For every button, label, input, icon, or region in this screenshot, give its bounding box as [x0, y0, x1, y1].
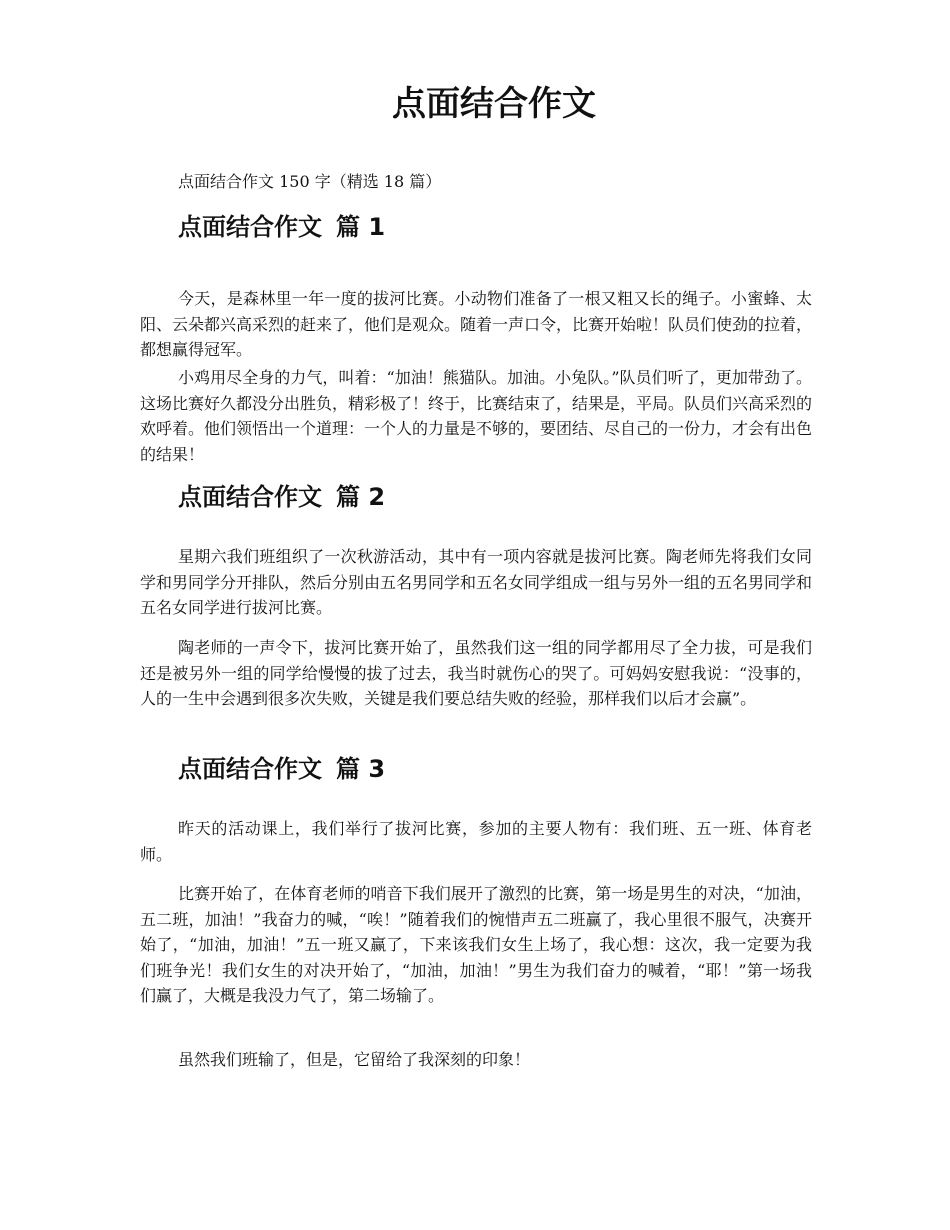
section-3-paragraph-3: 虽然我们班输了，但是，它留给了我深刻的印象！	[178, 1050, 531, 1069]
section-1-paragraph-2: 小鸡用尽全身的力气，叫着：“加油！熊猫队。加油。小兔队。”队员们听了，更加带劲了。这场比赛好久都没分出胜负，精彩极了！终于，比赛结束了，结果是，平局。队员们兴高采烈的欢呼着。他们领悟出一个道理：一个人的力量是不够的，要团结、尽自己的一份力，才会有出色的结果！	[140, 368, 813, 464]
section-3-paragraph-2: 比赛开始了，在体育老师的哨音下我们展开了激烈的比赛，第一场是男生的对决，“加油，五二班，加油！”我奋力的喊，“唉！”随着我们的惋惜声五二班赢了，我心里很不服气，决赛开始了，“加油，加油！”五一班又赢了，下来该我们女生上场了，我心想：这次，我一定要为我们班争光！我们女生的对决开始了，“加油，加油！”男生为我们奋力的喊着，“耶！”第一场我们赢了，大概是我没力气了，第二场输了。	[140, 884, 812, 1005]
section-heading-number: 篇 1	[336, 213, 386, 241]
section-heading-number: 篇 2	[336, 483, 386, 511]
section-heading-title: 点面结合作文	[178, 483, 322, 511]
document-title: 点面结合作文	[392, 84, 596, 124]
section-2-paragraph-2: 陶老师的一声令下，拔河比赛开始了，虽然我们这一组的同学都用尽了全力拔，可是我们还是被另外一组的同学给慢慢的拔了过去，我当时就伤心的哭了。可妈妈安慰我说：“没事的，人的一生中会遇到很多次失败，关键是我们要总结失败的经验，那样我们以后才会赢”。	[140, 638, 812, 708]
section-3-paragraph-1: 昨天的活动课上，我们举行了拔河比赛，参加的主要人物有：我们班、五一班、体育老师。	[140, 819, 812, 864]
section-heading-1	[178, 209, 385, 245]
section-heading-3	[178, 751, 385, 787]
section-heading-2	[178, 479, 385, 515]
document-subtitle: 点面结合作文 150 字（精选 18 篇）	[178, 172, 442, 191]
section-heading-title: 点面结合作文	[178, 755, 322, 783]
section-1-paragraph-1: 今天，是森林里一年一度的拔河比赛。小动物们准备了一根又粗又长的绳子。小蜜蜂、太阳、云朵都兴高采烈的赶来了，他们是观众。随着一声口令，比赛开始啦！队员们使劲的拉着，都想赢得冠军。	[140, 289, 813, 359]
section-2-paragraph-1: 星期六我们班组织了一次秋游活动，其中有一项内容就是拔河比赛。陶老师先将我们女同学和男同学分开排队，然后分别由五名男同学和五名女同学组成一组与另外一组的五名男同学和五名女同学进行拔河比赛。	[140, 547, 813, 617]
section-heading-number: 篇 3	[336, 755, 386, 783]
section-heading-title: 点面结合作文	[178, 213, 322, 241]
